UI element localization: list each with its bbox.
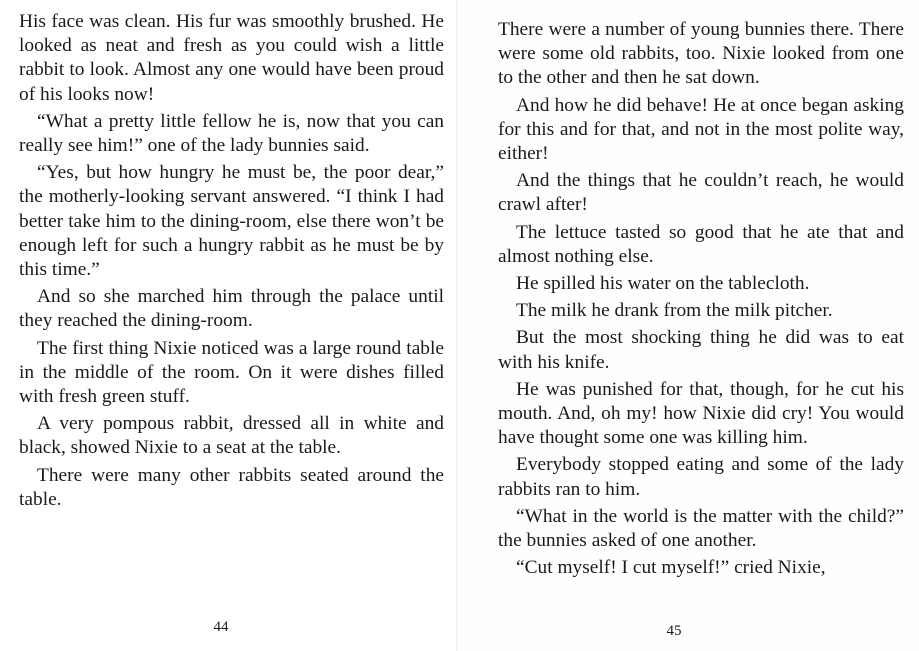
left-page [0,0,458,651]
paragraph: And how he did behave! He at once began asking for this and for that, and not in the most polite way, either! [498,94,904,165]
paragraph: “What a pretty little fellow he is, now that you can really see him!” one of the lady bunnies said. [19,110,444,157]
paragraph: “Cut myself! I cut myself!” cried Nixie, [516,557,826,579]
paragraph: The milk he drank from the milk pitcher. [516,300,833,322]
paragraph: “What in the world is the matter with the child?” the bunnies asked of one another. [498,505,904,552]
paragraph: He spilled his water on the tablecloth. [516,273,810,295]
paragraph: A very pompous rabbit, dressed all in white and black, showed Nixie to a seat at the table. [19,413,444,459]
paragraph: His face was clean. His fur was smoothly brushed. He looked as neat and fresh as you could wish a little rabbit to look. Almost any one would have been proud of his looks now! [19,11,444,105]
paragraph: “Yes, but how hungry he must be, the poor dear,” the motherly-looking servant answered. “I think I had better take him to the dining-room, else there won’t be enough left for such a hungry rabbit as he must be by this time.” [19,162,444,281]
paragraph: And so she marched him through the palace until they reached the dining-room. [19,286,444,332]
right-page [458,0,919,651]
paragraph: The lettuce tasted so good that he ate that and almost nothing else. [498,221,904,267]
paragraph: And the things that he couldn’t reach, he would crawl after! [498,170,904,216]
paragraph: Everybody stopped eating and some of the lady rabbits ran to him. [498,454,904,500]
page-number: 44 [213,619,229,635]
paragraph: The first thing Nixie noticed was a large round table in the middle of the room. On it were dishes filled with fresh green stuff. [19,337,444,408]
paragraph: There were many other rabbits seated around the table. [19,464,444,510]
paragraph: He was punished for that, though, for he cut his mouth. And, oh my! how Nixie did cry! You would have thought some one was killing him. [498,378,904,449]
paragraph: There were a number of young bunnies there. There were some old rabbits, too. Nixie looked from one to the other and then he sat down. [498,19,904,89]
paragraph: But the most shocking thing he did was to eat with his knife. [498,327,904,373]
page-number: 45 [666,623,682,639]
